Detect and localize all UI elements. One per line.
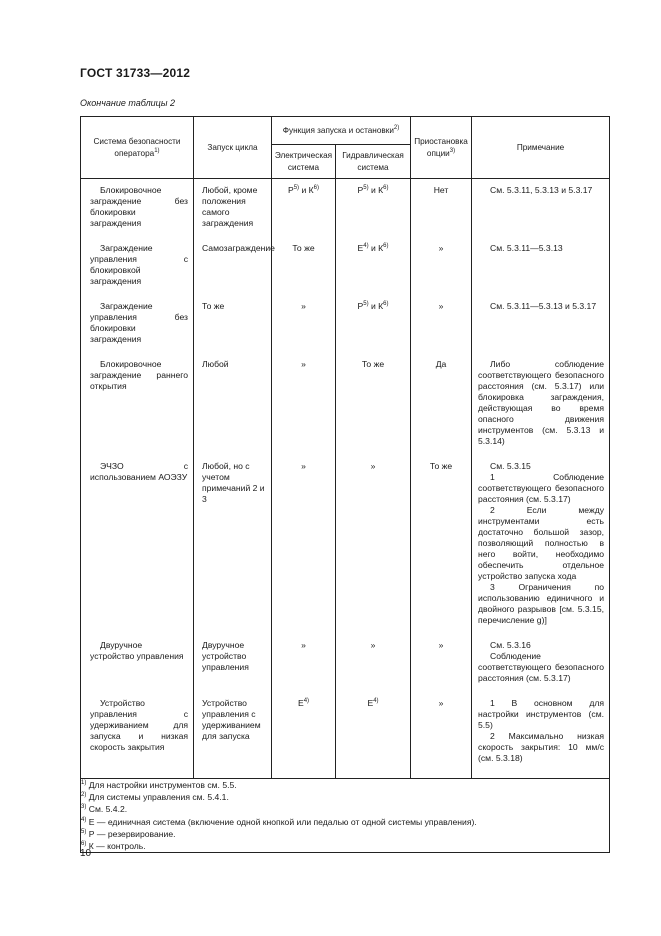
cell-hydraulic: $Е^{4)}$ и $К^{6)}$	[336, 243, 411, 301]
cell-note: См. 5.3.11, 5.3.13 и 5.3.17	[472, 179, 610, 244]
cell-suspend: Нет	[411, 179, 472, 244]
cell-hydraulic: »	[336, 461, 411, 640]
footnote: $^{3)}$ См. 5.4.2.	[81, 804, 128, 815]
cell-system: Двуручное устройство управления	[81, 640, 194, 698]
cell-hydraulic: $Р^{5)}$ и $К^{6)}$	[336, 179, 411, 244]
cell-hydraulic: То же	[336, 359, 411, 461]
cell-note: Либо соблюдение соответствующего безопасного расстояния (см. 5.3.17) или блокировка заграждения, действующая во время опасного движения инструментов (см. 5.3.13 и 5.3.14)	[472, 359, 610, 461]
table-row	[81, 243, 610, 301]
cell-cycle: Любой, кроме положения самого заграждения	[194, 179, 272, 244]
safety-systems-table	[80, 116, 610, 853]
table-row	[81, 301, 610, 359]
cell-note	[472, 640, 610, 698]
cell-note: См. 5.3.11—5.3.13	[472, 243, 610, 301]
note-paragraph: 1 В основном для настройки инструментов (см. 5.5)	[478, 698, 605, 730]
header-hydraulic: Гидравлическая система	[336, 145, 411, 179]
footnote: $^{2)}$ Для системы управления см. 5.4.1.	[81, 792, 229, 803]
cell-suspend: »	[411, 243, 472, 301]
cell-system: Блокировочное заграждение без блокировки заграждения	[81, 179, 194, 244]
cell-cycle: Самозаграждение	[194, 243, 272, 301]
cell-electric: »	[272, 301, 336, 359]
table-row	[81, 179, 610, 244]
cell-suspend: »	[411, 640, 472, 698]
cell-hydraulic: $Р^{5)}$ и $К^{6)}$	[336, 301, 411, 359]
footnote: $^{5)}$ Р — резервирование.	[81, 828, 176, 839]
cell-electric: $Р^{5)}$ и $К^{6)}$	[272, 179, 336, 244]
cell-suspend: »	[411, 698, 472, 779]
table-row	[81, 359, 610, 461]
cell-electric: »	[272, 461, 336, 640]
cell-hydraulic: $Е^{4)}$	[336, 698, 411, 779]
cell-cycle: То же	[194, 301, 272, 359]
cell-system: Блокировочное заграждение раннего открытия	[81, 359, 194, 461]
cell-cycle: Любой, но с учетом примечаний 2 и 3	[194, 461, 272, 640]
note-paragraph: Соблюдение соответствующего безопасного расстояния (см. 5.3.17)	[478, 651, 605, 683]
table-row	[81, 461, 610, 640]
document-title: ГОСТ 31733—2012	[80, 66, 191, 80]
header-electric: Электрическая система	[272, 145, 336, 179]
footnote: $^{6)}$ К — контроль.	[81, 841, 146, 852]
cell-suspend: То же	[411, 461, 472, 640]
cell-note	[472, 698, 610, 779]
cell-electric: »	[272, 640, 336, 698]
cell-note: См. 5.3.11—5.3.13 и 5.3.17	[472, 301, 610, 359]
cell-hydraulic: »	[336, 640, 411, 698]
header-function: Функция запуска и остановки$^{2)}$	[272, 117, 411, 145]
footnotes	[81, 779, 610, 853]
cell-electric: $Е^{4)}$	[272, 698, 336, 779]
cell-system: Заграждение управления без блокировки заграждения	[81, 301, 194, 359]
cell-cycle: Любой	[194, 359, 272, 461]
cell-note	[472, 461, 610, 640]
cell-suspend: Да	[411, 359, 472, 461]
cell-suspend: »	[411, 301, 472, 359]
header-system: Система безопасности оператора$^{1)}$	[81, 117, 194, 179]
table-caption: Окончание таблицы 2	[80, 98, 175, 108]
note-paragraph: 2 Если между инструментами есть достаточно большой зазор, позволяющий полностью в него войти, необходимо обеспечить отдельное устройство запуска хода	[478, 505, 605, 581]
footnote: $^{4)}$ Е — единичная система (включение одной кнопкой или педалью от одной системы управления).	[81, 816, 477, 827]
header-note: Примечание	[472, 117, 610, 179]
cell-cycle: Устройство управления с удерживанием для запуска	[194, 698, 272, 779]
table-row	[81, 698, 610, 779]
cell-system: Устройство управления с удерживанием для запуска и низкая скорость закрытия	[81, 698, 194, 779]
footnote: $^{1)}$ Для настройки инструментов см. 5.5.	[81, 780, 237, 790]
cell-electric: »	[272, 359, 336, 461]
cell-cycle: Двуручное устройство управления	[194, 640, 272, 698]
page-number: 10	[80, 848, 92, 859]
table-row	[81, 640, 610, 698]
note-paragraph: 2 Максимально низкая скорость закрытия: 10 мм/с (см. 5.3.18)	[478, 731, 605, 763]
note-paragraph: 3 Ограничения по использованию единичного и двойного разрывов [см. 5.3.15, перечисление g)]	[478, 582, 605, 625]
note-paragraph: 1 Соблюдение соответствующего безопасного расстояния (см. 5.3.17)	[478, 472, 605, 504]
header-suspend: Приостановка опции$^{3)}$	[411, 117, 472, 179]
cell-system: ЭЧЗО с использованием АОЭЗУ	[81, 461, 194, 640]
note-paragraph: См. 5.3.16	[490, 640, 531, 650]
cell-electric: То же	[272, 243, 336, 301]
note-paragraph: См. 5.3.15	[490, 461, 531, 471]
cell-system: Заграждение управления с блокировкой заграждения	[81, 243, 194, 301]
header-cycle: Запуск цикла	[194, 117, 272, 179]
